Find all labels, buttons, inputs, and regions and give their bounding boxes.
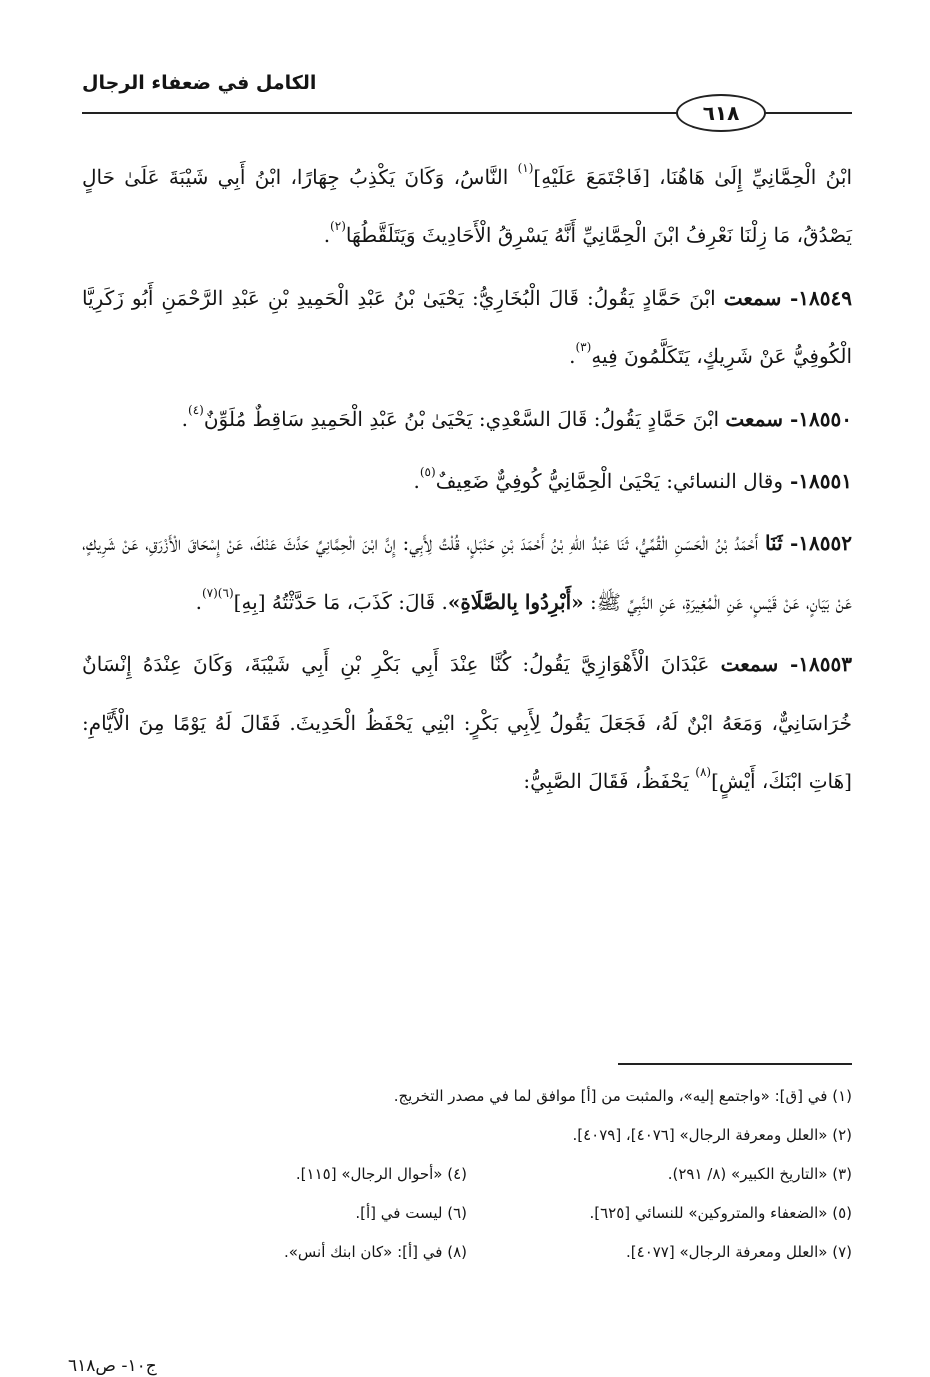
entry-continuation — [82, 148, 852, 265]
footnote-row — [82, 1194, 852, 1233]
entry-18553 — [82, 635, 852, 810]
hadith-quote: «أَبْرِدُوا بِالصَّلَاةِ» — [447, 589, 584, 614]
entry-text: عَبْدَانَ الْأَهْوَازِيَّ يَقُولُ: كُنَّا عِنْدَ أَبِي بَكْرِ بْنِ أَبِي شَيْبَةَ، وَكَانَ عِنْدَهُ إِنْسَانٌ خُرَاسَانِيٌّ، وَمَعَهُ ابْنٌ لَهُ، فَجَعَلَ يَقُولُ لِأَبِي بَكْرٍ: ابْنِي يَحْفَظُ الْحَدِيثَ. فَقَالَ لَهُ يَوْمًا مِنَ الْأَيَّامِ: [هَاتِ ابْنَكَ، أَيْشٍ] — [82, 652, 852, 794]
footnote-ref: (٢) — [330, 219, 346, 234]
entry-18552 — [82, 514, 852, 631]
entry-number: ١٨٥٥٠- — [783, 406, 852, 431]
entry-text: . — [195, 589, 202, 614]
footnote-row — [82, 1116, 852, 1155]
entry-text: النَّاسُ، وَكَانَ يَكْذِبُ جِهَارًا، ابْنُ أَبِي شَيْبَةَ عَلَىٰ حَالٍ يَصْدُقُ، مَا زِلْنَا نَعْرِفُ ابْنَ الْحِمَّانِيِّ أَنَّهُ يَسْرِقُ الْأَحَادِيثَ وَيَتَلَقَّطُهَا — [82, 165, 852, 248]
page-number-badge — [676, 94, 766, 132]
footnote-row — [82, 1233, 852, 1272]
footnote-7: (٧) «العلل ومعرفة الرجال» [٤٠٧٧]. — [626, 1243, 852, 1261]
footnote-row — [82, 1077, 852, 1116]
footnote-row — [82, 1155, 852, 1194]
entry-18550 — [82, 390, 852, 448]
entry-text: . — [569, 344, 576, 369]
entry-text: . قَالَ: كَذَبَ، مَا حَدَّثْتُهُ [بِهِ] — [233, 589, 448, 614]
footnotes — [82, 1077, 852, 1272]
page-number: ٦١٨ — [702, 101, 740, 125]
footnote-ref: (١) — [517, 161, 534, 175]
footnote-5: (٥) «الضعفاء والمتروكين» للنسائي [٦٢٥]. — [589, 1204, 852, 1222]
entry-text: ابْنُ الْحِمَّانِيِّ إِلَىٰ هَاهُنَا، [فَاجْتَمَعَ عَلَيْهِ] — [533, 165, 852, 189]
entry-text: . — [413, 469, 420, 494]
footnote-1: (١) في [ق]: «واجتمع إليه»، والمثبت من [أ] موافق لما في مصدر التخريج. — [393, 1087, 852, 1105]
footnote-8: (٨) في [أ]: «كان ابنك أنس». — [283, 1243, 467, 1261]
footnote-separator — [618, 1063, 852, 1065]
entry-number: ١٨٥٥٢- — [782, 531, 852, 556]
footnote-4: (٤) «أحوال الرجال» [١١٥]. — [295, 1165, 467, 1183]
volume-page-signature: ج١٠- ص٦١٨ — [68, 1356, 157, 1376]
entry-18549 — [82, 269, 852, 386]
entry-keyword: سمعت — [720, 652, 779, 677]
entry-keyword: سمعت — [725, 406, 784, 431]
entry-text: . — [323, 223, 331, 248]
entry-number: ١٨٥٥٣- — [778, 652, 853, 677]
footnote-ref: (٦)(٧) — [201, 585, 234, 600]
footnote-6: (٦) ليست في [أ]. — [355, 1204, 467, 1222]
footnote-ref: (٣) — [575, 340, 592, 355]
entry-text: أَحْمَدُ بْنُ الْحَسَنِ الْقُمِّيُّ، ثَنَا عَبْدُ اللهِ بْنُ أَحْمَدَ بْنِ حَنْبَلٍ، قُلْتُ لِأَبِي: إِنَّ ابْنَ الْحِمَّانِيِّ حَدَّثَ عَنْكَ، عَنْ إِسْحَاقَ الْأَزْرَقِ، عَنْ شَرِيكٍ، عَنْ بَيَانٍ، عَنْ قَيْسٍ، عَنِ الْمُغِيرَةِ، عَنِ النَّبِيِّ ﷺ: — [82, 531, 852, 614]
footnote-2: (٢) «العلل ومعرفة الرجال» [٤٠٧٦]، [٤٠٧٩]. — [572, 1126, 852, 1144]
footnote-ref: (٤) — [188, 402, 204, 417]
entry-text: ابْنَ حَمَّادٍ يَقُولُ: قَالَ السَّعْدِي: يَحْيَىٰ بْنُ عَبْدِ الْحَمِيدِ سَاقِطٌ مُلَوِّنٌ — [203, 406, 726, 431]
entry-text: يَحْفَظُ، فَقَالَ الصَّبِيُّ: — [523, 769, 696, 794]
entry-text: وقال النسائي: يَحْيَىٰ الْحِمَّانِيُّ كُوفِيٌّ ضَعِيفٌ — [435, 469, 784, 494]
entry-18551 — [82, 452, 852, 510]
footnote-ref: (٨) — [695, 765, 712, 780]
running-title: الكامل في ضعفاء الرجال — [82, 72, 317, 94]
entry-text: . — [181, 406, 189, 431]
entry-keyword: ثَنَا — [764, 531, 783, 556]
entry-number: ١٨٥٥١- — [783, 469, 852, 494]
footnote-3: (٣) «التاريخ الكبير» (٨/ ٢٩١). — [667, 1165, 852, 1183]
entry-text: ابْنَ حَمَّادٍ يَقُولُ: قَالَ الْبُخَارِيُّ: يَحْيَىٰ بْنُ عَبْدِ الْحَمِيدِ بْنِ عَبْدِ الرَّحْمَنِ أَبُو زَكَرِيَّا الْكُوفِيُّ عَنْ شَرِيكٍ، يَتَكَلَّمُونَ فِيهِ — [82, 285, 852, 369]
footnote-ref: (٥) — [419, 465, 436, 480]
main-text — [82, 148, 852, 814]
entry-keyword: سمعت — [723, 285, 782, 310]
entry-number: ١٨٥٤٩- — [781, 285, 853, 310]
